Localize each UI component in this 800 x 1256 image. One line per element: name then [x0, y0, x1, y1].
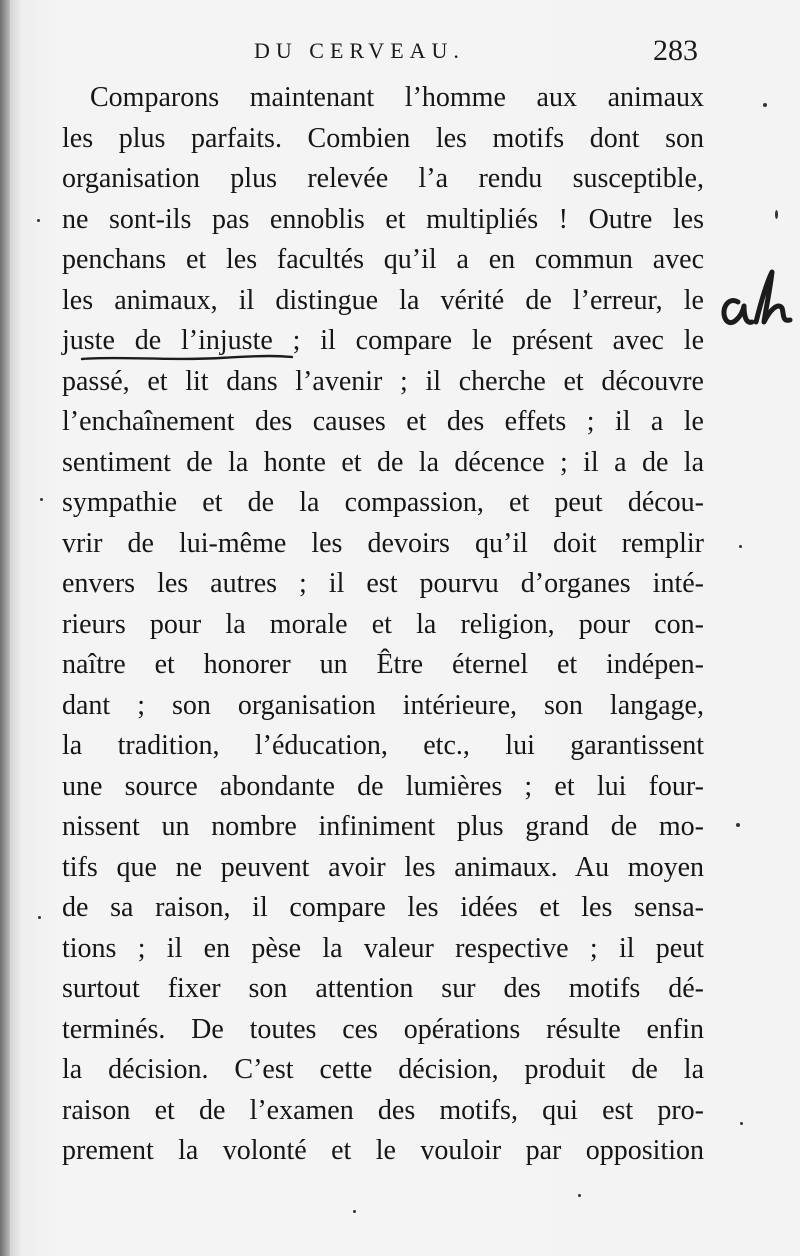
text-line: dant ; son organisation intérieure, son langage,: [62, 689, 704, 721]
text-line: penchans et les facultés qu’il a en commun avec: [62, 244, 704, 275]
paper-speck: [740, 1122, 743, 1125]
paper-speck: [38, 916, 41, 919]
text-line: sympathie et de la compassion, et peut décou-: [62, 487, 704, 518]
text-line: sentiment de la honte et de la décence ; il a de la: [62, 446, 704, 478]
page-header: [62, 34, 702, 74]
running-head: DU CERVEAU.: [254, 38, 465, 63]
paper-speck: [775, 210, 778, 219]
paper-speck: [578, 1194, 581, 1197]
text-line: envers les autres ; il est pourvu d’organes inté-: [62, 568, 704, 599]
paper-speck: [37, 219, 40, 222]
paper-speck: [736, 823, 740, 827]
text-line: passé, et lit dans l’avenir ; il cherche et découvre: [62, 365, 704, 397]
text-line: nissent un nombre infiniment plus grand de mo-: [62, 811, 704, 842]
text-line: tions ; il en pèse la valeur respective ; il peut: [62, 932, 704, 964]
paper-speck: [40, 498, 43, 501]
text-line: la tradition, l’éducation, etc., lui garantissent: [62, 730, 704, 761]
text-line: surtout fixer son attention sur des motifs dé-: [62, 973, 704, 1004]
text-line: organisation plus relevée l’a rendu susceptible,: [62, 163, 704, 194]
text-line: tifs que ne peuvent avoir les animaux. Au moyen: [62, 851, 704, 883]
text-line: les plus parfaits. Combien les motifs dont son: [62, 122, 704, 154]
text-line: rieurs pour la morale et la religion, pour con-: [62, 608, 704, 640]
text-line: une source abondante de lumières ; et lui four-: [62, 770, 704, 802]
spine-shadow: [0, 0, 10, 1256]
text-line: juste de l’injuste ; il compare le présent avec le: [62, 325, 704, 356]
text-line: la décision. C’est cette décision, produit de la: [62, 1054, 704, 1085]
text-line: ne sont-ils pas ennoblis et multipliés ! Outre les: [62, 203, 704, 235]
paper-speck: [353, 1210, 356, 1213]
paper-speck: [739, 545, 742, 548]
page-number: 283: [653, 34, 698, 67]
text-line: prement la volonté et le vouloir par opposition: [62, 1135, 704, 1166]
text-line: vrir de lui-même les devoirs qu’il doit remplir: [62, 527, 704, 559]
text-line: l’enchaînement des causes et des effets ; il a le: [62, 406, 704, 437]
ink-underline-icon: [80, 353, 294, 363]
text-line: terminés. De toutes ces opérations résulte enfin: [62, 1013, 704, 1045]
text-line: raison et de l’examen des motifs, qui est pro-: [62, 1094, 704, 1126]
text-line: les animaux, il distingue la vérité de l’erreur, le: [62, 284, 704, 316]
text-line: Comparons maintenant l’homme aux animaux: [90, 82, 704, 113]
text-line: naître et honorer un Être éternel et indépen-: [62, 649, 704, 680]
body-text: [62, 78, 704, 1172]
handwritten-note-icon: [716, 266, 796, 336]
text-line: de sa raison, il compare les idées et les sensa-: [62, 892, 704, 923]
paper-speck: [763, 103, 767, 107]
